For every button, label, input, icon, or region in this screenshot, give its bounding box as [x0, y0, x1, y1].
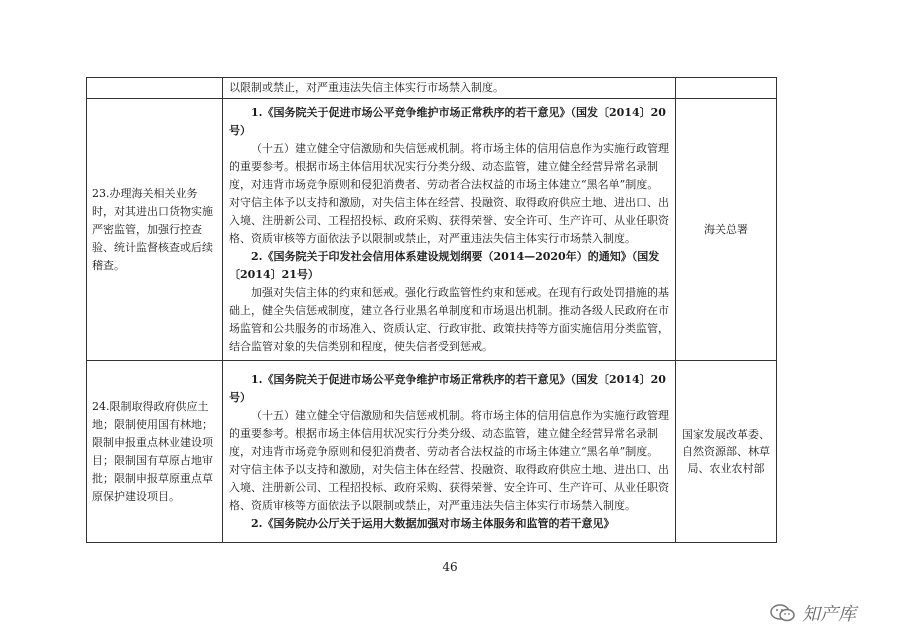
measure-text: 24.限制取得政府供应土地；限制使用国有林地；限制申报重点林业建设项目；限制国有草原占地审批；限制申报草原重点草原保护建设项目。	[92, 399, 213, 503]
document-title: 1.《国务院关于促进市场公平竞争维护市场正常秩序的若干意见》（国发〔2014〕20号）	[229, 105, 666, 137]
basis-cell	[223, 78, 676, 99]
table-row	[87, 78, 777, 99]
dept-cell	[676, 78, 777, 99]
measures-table	[86, 77, 777, 543]
dept-cell	[676, 99, 777, 361]
dept-cell	[676, 361, 777, 543]
measure-cell	[87, 78, 223, 99]
basis-text: 以限制或禁止，对严重违法失信主体实行市场禁入制度。	[229, 81, 504, 94]
document-title: 2.《国务院关于印发社会信用体系建设规划纲要（2014—2020年）的通知》（国发〔2014〕21号）	[229, 249, 660, 281]
document-title: 1.《国务院关于促进市场公平竞争维护市场正常秩序的若干意见》（国发〔2014〕20号）	[229, 372, 666, 404]
table-row	[87, 361, 777, 543]
basis-cell	[223, 361, 676, 543]
wechat-icon	[770, 603, 796, 623]
department-text: 国家发展改革委、自然资源部、林草局、农业农村部	[682, 428, 770, 475]
watermark-text: 知产库	[802, 604, 856, 625]
document-excerpt: （十五）建立健全守信激励和失信惩戒机制。将市场主体的信用信息作为实施行政管理的重要参考。根据市场主体信用状况实行分类分级、动态监管，建立健全经营异常名录制度，对违背市场竞争原则和侵犯消费者、劳动者合法权益的市场主体建立“黑名单”制度。对守信主体予以支持和激励，对失信主体在经营、投融资、取得政府供应土地、进出口、出入境、注册新公司、工程招投标、政府采购、获得荣誉、安全许可、生产许可、从业任职资格、资质审核等方面依法予以限制或禁止，对严重违法失信主体实行市场禁入制度。	[229, 408, 669, 512]
document-title: 2.《国务院办公厅关于运用大数据加强对市场主体服务和监管的若干意见》	[251, 516, 615, 530]
measure-cell	[87, 99, 223, 361]
department-text: 海关总署	[704, 223, 748, 236]
table-row	[87, 99, 777, 361]
basis-cell	[223, 99, 676, 361]
measure-text: 23.办理海关相关业务时，对其进出口货物实施严密监管，加强行控查验、统计监督核查或后续稽查。	[92, 186, 213, 272]
watermark	[770, 598, 856, 628]
document-excerpt: （十五）建立健全守信激励和失信惩戒机制。将市场主体的信用信息作为实施行政管理的重要参考。根据市场主体信用状况实行分类分级、动态监管，建立健全经营异常名录制度，对违背市场竞争原则和侵犯消费者、劳动者合法权益的市场主体建立“黑名单”制度。对守信主体予以支持和激励，对失信主体在经营、投融资、取得政府供应土地、进出口、出入境、注册新公司、工程招投标、政府采购、获得荣誉、安全许可、生产许可、从业任职资格、资质审核等方面依法予以限制或禁止，对严重违法失信主体实行市场禁入制度。	[229, 141, 669, 245]
page-number: 46	[442, 560, 458, 574]
measure-cell	[87, 361, 223, 543]
document-excerpt: 加强对失信主体的约束和惩戒。强化行政监管性约束和惩戒。在现有行政处罚措施的基础上，健全失信惩戒制度，建立各行业黑名单制度和市场退出机制。推动各级人民政府在市场监管和公共服务的市场准入、资质认定、行政审批、政策扶持等方面实施信用分类监管，结合监管对象的失信类别和程度，使失信者受到惩戒。	[229, 285, 669, 353]
